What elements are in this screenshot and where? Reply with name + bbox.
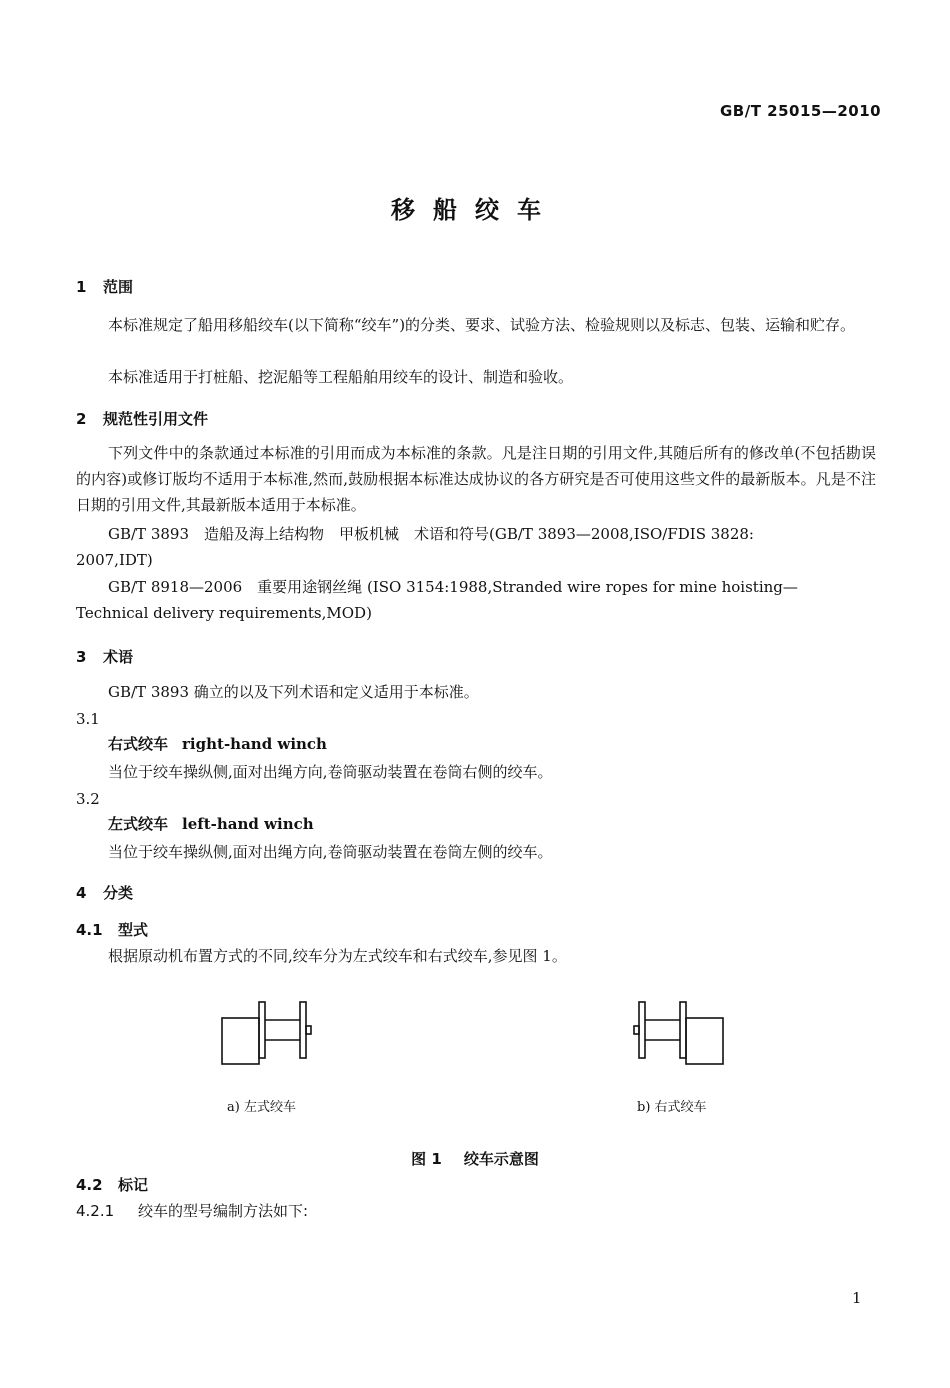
term-3-2-definition: 当位于绞车操纵侧,面对出绳方向,卷筒驱动装置在卷筒左侧的绞车。 — [108, 843, 553, 861]
reference-2-line-2: Technical delivery requirements,MOD) — [76, 604, 372, 622]
section-1-paragraph-1: 本标准规定了船用移船绞车(以下简称“绞车”)的分类、要求、试验方法、检验规则以及标志、包装、运输和贮存。 — [108, 316, 856, 334]
section-number: 4.1 — [76, 921, 103, 939]
section-number: 1 — [76, 278, 87, 296]
section-4-1-paragraph: 根据原动机布置方式的不同,绞车分为左式绞车和右式绞车,参见图 1。 — [108, 947, 567, 965]
section-number: 4.2.1 — [76, 1202, 115, 1220]
section-number: 4.2 — [76, 1176, 103, 1194]
left-flange — [259, 1002, 265, 1058]
figure-number: 图 1 — [411, 1150, 442, 1168]
figure-caption-a: a) 左式绞车 — [227, 1100, 296, 1115]
section-3-paragraph-1: GB/T 3893 确立的以及下列术语和定义适用于本标准。 — [108, 683, 479, 701]
standard-number: GB/T 25015—2010 — [720, 102, 882, 120]
reference-2-line-1: GB/T 8918—2006 重要用途钢丝绳 (ISO 3154:1988,Stranded wire ropes for mine hoisting— — [108, 578, 798, 596]
section-text: 绞车的型号编制方法如下: — [138, 1202, 309, 1220]
term-3-1-title — [108, 733, 327, 754]
section-title: 术语 — [103, 648, 134, 666]
section-title: 规范性引用文件 — [103, 410, 209, 428]
right-flange — [300, 1002, 306, 1058]
term-en: left-hand winch — [182, 815, 314, 833]
figure-caption-b: b) 右式绞车 — [637, 1100, 707, 1115]
section-title: 标记 — [118, 1176, 149, 1194]
section-4-1-heading — [76, 919, 148, 940]
section-2-heading — [76, 408, 208, 429]
section-title: 型式 — [118, 921, 149, 939]
figure-title-text: 绞车示意图 — [463, 1150, 539, 1168]
term-cn: 右式绞车 — [108, 735, 169, 753]
section-1-heading — [76, 276, 133, 297]
left-hand-winch-diagram — [212, 998, 324, 1070]
reference-1-line-2: 2007,IDT) — [76, 551, 153, 569]
section-number: 2 — [76, 410, 87, 428]
section-4-2-heading — [76, 1174, 148, 1195]
section-number: 3 — [76, 648, 87, 666]
shaft-end — [306, 1026, 311, 1034]
figure-title — [0, 1148, 950, 1169]
section-2-paragraph-1: 下列文件中的条款通过本标准的引用而成为本标准的条款。凡是注日期的引用文件,其随后所有的修改单(不包括勘误的内容)或修订版均不适用于本标准,然而,鼓励根据本标准达成协议的各方研究是否可使用这些文件的最新版本。凡是不注日期的引用文件,其最新版本适用于本标准。 — [76, 444, 876, 514]
page-title: 移船绞车 — [391, 195, 559, 224]
section-4-2-1 — [76, 1200, 308, 1221]
section-title: 分类 — [103, 884, 134, 902]
term-3-1-definition: 当位于绞车操纵侧,面对出绳方向,卷筒驱动装置在卷筒右侧的绞车。 — [108, 763, 553, 781]
right-hand-winch-diagram — [622, 998, 734, 1070]
term-3-2-number: 3.2 — [76, 790, 100, 808]
term-cn: 左式绞车 — [108, 815, 169, 833]
motor-block — [222, 1018, 259, 1064]
section-title: 范围 — [103, 278, 134, 296]
motor-block — [686, 1018, 723, 1064]
term-3-2-title — [108, 813, 314, 834]
reference-1-line-1: GB/T 3893 造船及海上结构物 甲板机械 术语和符号(GB/T 3893—2008,ISO/FDIS 3828: — [108, 525, 754, 543]
section-1-paragraph-2: 本标准适用于打桩船、挖泥船等工程船舶用绞车的设计、制造和验收。 — [108, 368, 574, 386]
right-flange — [680, 1002, 686, 1058]
term-en: right-hand winch — [182, 735, 327, 753]
section-4-heading — [76, 882, 133, 903]
section-3-heading — [76, 646, 133, 667]
term-3-1-number: 3.1 — [76, 710, 100, 728]
page-number: 1 — [852, 1289, 862, 1307]
left-flange — [639, 1002, 645, 1058]
section-number: 4 — [76, 884, 87, 902]
